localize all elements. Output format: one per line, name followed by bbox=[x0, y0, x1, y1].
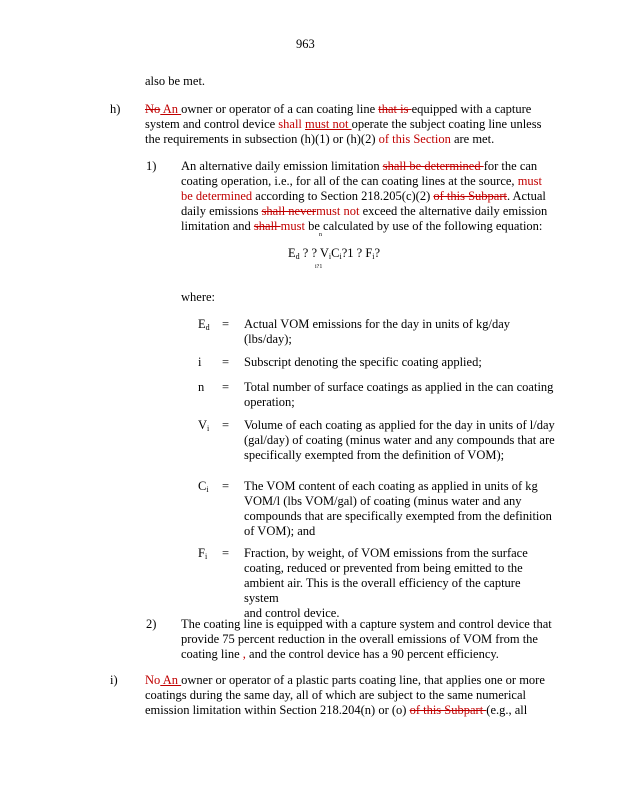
text-span: be calculated by use of the following equation: bbox=[304, 219, 543, 233]
symbol-text: n bbox=[198, 380, 205, 394]
text-span: owner or operator of a plastic parts coating line, that applies one or more bbox=[181, 673, 545, 687]
definition-symbol bbox=[198, 418, 220, 436]
subsection-h1-text bbox=[181, 159, 561, 234]
text-line: provide 75 percent reduction in the overall emissions of VOM from the bbox=[181, 632, 538, 646]
inserted-must-not: must not bbox=[316, 204, 360, 218]
text-span: for the can bbox=[483, 159, 538, 173]
subsection-h2-label: 2) bbox=[146, 617, 157, 631]
definition-line: Total number of surface coatings as applied in the can coating bbox=[244, 380, 554, 394]
text-span: owner or operator of a can coating line bbox=[181, 102, 379, 116]
equation-body: ? ? V bbox=[299, 246, 329, 260]
intro-line: also be met. bbox=[145, 74, 206, 88]
equals-sign: = bbox=[222, 418, 230, 432]
text-span: equipped with a capture bbox=[411, 102, 532, 116]
definition-line: compounds that are specifically exempted from the definition bbox=[244, 509, 552, 523]
definition-line: ambient air. This is the overall efficiency of the capture system bbox=[244, 576, 521, 605]
text-span: and the control device has a 90 percent efficiency. bbox=[245, 647, 499, 661]
symbol-text: V bbox=[198, 418, 208, 432]
inserted-of-this-section: of this Section bbox=[378, 132, 451, 146]
deleted-shall-be-determined: shall be determined bbox=[382, 159, 484, 173]
text-span: An alternative daily emission limitation bbox=[181, 159, 383, 173]
symbol-text: F bbox=[198, 546, 205, 560]
subsection-h2-text bbox=[181, 617, 571, 662]
equation-sub: d bbox=[295, 252, 300, 261]
definition-symbol bbox=[198, 479, 220, 497]
definition-line: of VOM); and bbox=[244, 524, 316, 538]
definition-line: Volume of each coating as applied for the day in units of l/day bbox=[244, 418, 555, 432]
equation-sub: i bbox=[328, 252, 332, 261]
equation-top-limit: n bbox=[319, 232, 322, 238]
text-span: emission limitation within Section 218.204(n) or (o) bbox=[145, 703, 410, 717]
definition-symbol bbox=[198, 380, 220, 395]
text-span: limitation and bbox=[181, 219, 254, 233]
definition-line: and control device. bbox=[244, 606, 340, 620]
text-span: (e.g., all bbox=[486, 703, 528, 717]
symbol-sub: d bbox=[205, 323, 210, 332]
section-i-text bbox=[145, 673, 575, 718]
deleted-shall: shall bbox=[253, 219, 281, 233]
deleted-no: No bbox=[145, 102, 161, 116]
symbol-text: C bbox=[198, 479, 207, 493]
inserted-must-not: must not bbox=[305, 117, 352, 131]
definition-text bbox=[244, 355, 556, 370]
inserted-must: must bbox=[280, 219, 305, 233]
definition-line: (gal/day) of coating (minus water and any compounds that are bbox=[244, 433, 555, 447]
equals-sign: = bbox=[222, 317, 230, 331]
equals-sign: = bbox=[222, 479, 230, 493]
inserted-no: No bbox=[145, 673, 161, 687]
section-h-label: h) bbox=[110, 102, 121, 116]
definition-line: Actual VOM emissions for the day in units of kg/day bbox=[244, 317, 511, 331]
text-span: system and control device bbox=[145, 117, 279, 131]
inserted-must: must bbox=[517, 174, 542, 188]
equals-sign: = bbox=[222, 546, 230, 560]
symbol-text: i bbox=[198, 355, 202, 369]
where-label: where: bbox=[181, 290, 216, 304]
deleted-of-this-subpart: of this Subpart bbox=[409, 703, 487, 717]
definition-line: VOM/l (lbs VOM/gal) of coating (minus water and any bbox=[244, 494, 522, 508]
definition-text bbox=[244, 380, 556, 410]
page-number: 963 bbox=[296, 37, 315, 51]
equation-sub: i bbox=[339, 252, 342, 261]
symbol-text: E bbox=[198, 317, 206, 331]
equation-rest: ?1 ? F bbox=[341, 246, 373, 260]
equation-lhs: E bbox=[288, 246, 296, 260]
symbol-sub: i bbox=[207, 424, 210, 433]
text-span: coating operation, i.e., for all of the can coating lines at the source, bbox=[181, 174, 518, 188]
symbol-sub: i bbox=[206, 485, 209, 494]
definition-line: operation; bbox=[244, 395, 295, 409]
section-h-text bbox=[145, 102, 565, 147]
inserted-comma: , bbox=[242, 647, 246, 661]
definition-line: Subscript denoting the specific coating applied; bbox=[244, 355, 482, 369]
definition-symbol bbox=[198, 317, 220, 335]
deleted-that-is: that is bbox=[378, 102, 412, 116]
definition-line: specifically exempted from the definition of VOM); bbox=[244, 448, 505, 462]
text-span: according to Section 218.205(c)(2) bbox=[252, 189, 434, 203]
definition-text bbox=[244, 546, 556, 621]
inserted-shall: shall bbox=[278, 117, 306, 131]
text-span: coating line bbox=[181, 647, 243, 661]
equals-sign: = bbox=[222, 380, 230, 394]
equation-sub: i bbox=[372, 252, 375, 261]
inserted-be-determined: be determined bbox=[181, 189, 253, 203]
subsection-h1-label: 1) bbox=[146, 159, 157, 173]
text-span: daily emissions bbox=[181, 204, 262, 218]
text-span: operate the subject coating line unless bbox=[351, 117, 542, 131]
equation bbox=[288, 246, 380, 264]
definition-line: coating, reduced or prevented from being emitted to the bbox=[244, 561, 523, 575]
text-span: exceed the alternative daily emission bbox=[359, 204, 548, 218]
text-line: coatings during the same day, all of which are subject to the same numerical bbox=[145, 688, 527, 702]
equation-c: C bbox=[331, 246, 340, 260]
section-i-label: i) bbox=[110, 673, 118, 687]
definition-text bbox=[244, 479, 556, 539]
text-span: are met. bbox=[450, 132, 495, 146]
text-line: The coating line is equipped with a capture system and control device that bbox=[181, 617, 552, 631]
deleted-of-this-subpart: of this Subpart bbox=[433, 189, 507, 203]
equals-sign: = bbox=[222, 355, 230, 369]
symbol-sub: i bbox=[204, 552, 208, 561]
inserted-an: An bbox=[160, 673, 182, 687]
definition-symbol bbox=[198, 546, 220, 564]
equation-bottom-limit: i?1 bbox=[315, 264, 323, 270]
equation-end: ? bbox=[374, 246, 381, 260]
definition-line: The VOM content of each coating as applied in units of kg bbox=[244, 479, 538, 493]
definition-line: (lbs/day); bbox=[244, 332, 292, 346]
inserted-an: An bbox=[160, 102, 182, 116]
definition-text bbox=[244, 418, 556, 463]
definition-symbol bbox=[198, 355, 220, 370]
deleted-shall-never: shall never bbox=[261, 204, 317, 218]
text-span: the requirements in subsection (h)(1) or (h)(2) bbox=[145, 132, 379, 146]
definition-text bbox=[244, 317, 556, 347]
definition-line: Fraction, by weight, of VOM emissions from the surface bbox=[244, 546, 528, 560]
text-span: . Actual bbox=[506, 189, 546, 203]
